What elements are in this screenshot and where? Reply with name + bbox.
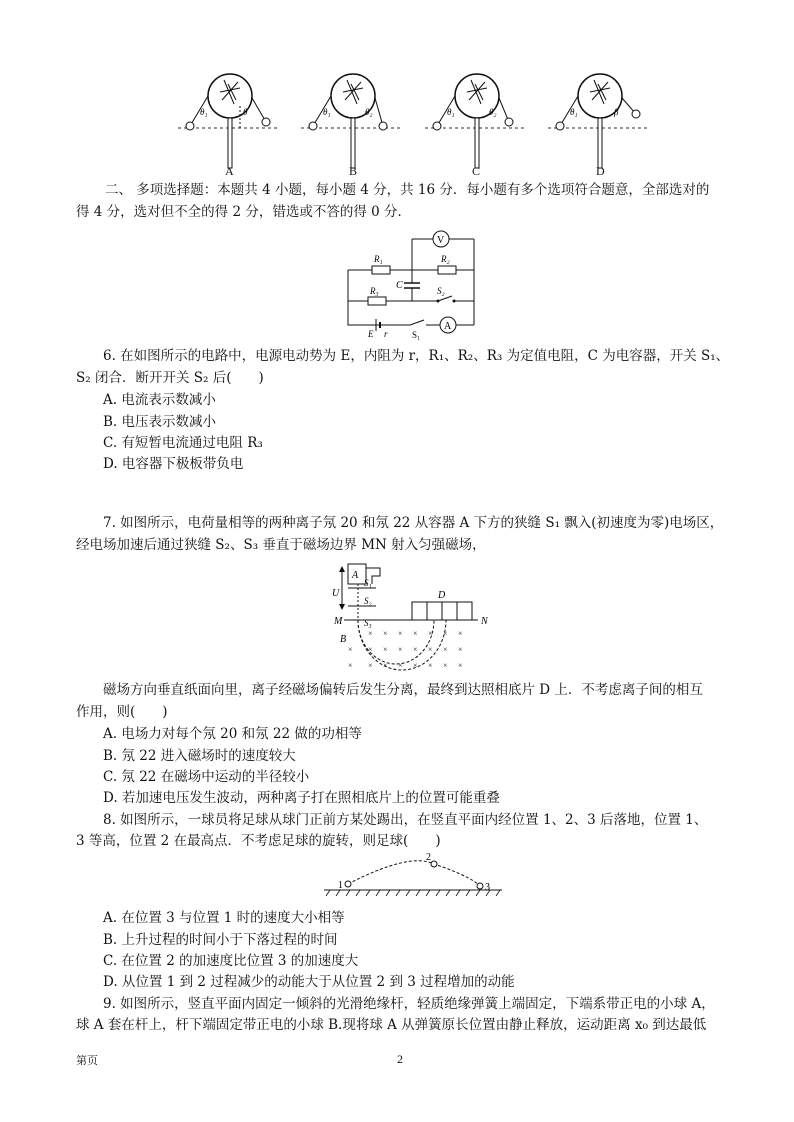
position-1-label: 1 — [338, 880, 343, 891]
svg-text:×: × — [443, 645, 448, 654]
svg-text:×: × — [398, 661, 403, 670]
figure-label-b: B — [349, 164, 358, 178]
r1-label: R₁ — [374, 254, 383, 264]
top-figure — [170, 70, 650, 180]
capacitor-label: C — [396, 280, 403, 291]
s1-slit-label: S₁ — [364, 578, 372, 588]
svg-text:×: × — [428, 645, 433, 654]
field-b-label: B — [340, 634, 347, 645]
magnetic-field-crosses — [348, 629, 463, 670]
q8-option-b: B. 上升过程的时间小于下落过程的时间 — [103, 932, 338, 948]
svg-text:×: × — [458, 629, 463, 638]
svg-text:×: × — [348, 661, 353, 670]
figure-label-a: A — [225, 164, 234, 178]
svg-text:×: × — [383, 661, 388, 670]
angle-d1: θ₁ — [570, 107, 578, 117]
svg-text:×: × — [413, 661, 418, 670]
svg-text:×: × — [398, 645, 403, 654]
svg-text:×: × — [368, 661, 373, 670]
svg-text:×: × — [348, 645, 353, 654]
boundary-m-label: M — [334, 616, 343, 627]
angle-b1: θ₁ — [323, 107, 331, 117]
q7-option-a: A. 电场力对每个氖 20 和氖 22 做的功相等 — [103, 726, 362, 742]
ammeter-label: A — [444, 321, 452, 332]
section-2-heading-line2: 得 4 分，选对但不全的得 2 分，错选或不答的得 0 分． — [76, 204, 412, 220]
angle-c1: θ₁ — [447, 107, 455, 117]
diagram-c — [425, 74, 527, 168]
circuit-diagram — [340, 225, 485, 340]
svg-text:×: × — [458, 661, 463, 670]
voltmeter-label: V — [437, 235, 445, 246]
svg-text:×: × — [383, 645, 388, 654]
svg-text:×: × — [443, 629, 448, 638]
svg-text:×: × — [458, 645, 463, 654]
q6-option-d: D. 电容器下极板带负电 — [103, 456, 244, 472]
position-3-label: 3 — [485, 882, 490, 893]
s2-label: S₂ — [437, 286, 445, 296]
plate-d-label: D — [438, 590, 446, 601]
r3-label: R₃ — [370, 286, 379, 296]
svg-text:×: × — [398, 629, 403, 638]
svg-text:×: × — [428, 661, 433, 670]
q6-option-b: B. 电压表示数减小 — [103, 414, 217, 430]
e-label: E — [368, 329, 374, 339]
diagram-d — [548, 74, 650, 168]
q7-option-d: D. 若加速电压发生波动，两种离子打在照相底片上的位置可能重叠 — [103, 790, 500, 806]
q8-option-d: D. 从位置 1 到 2 过程减少的动能大于从位置 2 到 3 过程增加的动能 — [103, 974, 515, 990]
s1-label: S₁ — [412, 330, 421, 340]
q6-option-c: C. 有短暂电流通过电阻 R₃ — [103, 435, 263, 451]
angle-a2: θ — [243, 107, 248, 117]
svg-text:×: × — [368, 645, 373, 654]
boundary-n-label: N — [481, 616, 488, 627]
q8-stem-line2: 3 等高，位置 2 在最高点．不考虑足球的旋转，则足球( ) — [76, 833, 441, 849]
diagram-b — [301, 74, 403, 168]
position-2-label: 2 — [426, 852, 431, 863]
section-2-heading-line1: 二、 多项选择题：本题共 4 小题，每小题 4 分，共 16 分．每小题有多个选项符合题意，全部选对的 — [105, 182, 710, 198]
voltage-label: U — [332, 588, 340, 599]
q9-stem-line1: 9. 如图所示，竖直平面内固定一倾斜的光滑绝缘杆，轻质绝缘弹簧上端固定，下端系带正电的小球 A， — [103, 996, 715, 1012]
q7-stem-line4: 作用，则( ) — [76, 704, 168, 720]
q9-stem-line2: 球 A 套在杆上，杆下端固定带正电的小球 B.现将球 A 从弹簧原长位置由静止释放，运动距离 x₀ 到达最低 — [76, 1017, 707, 1033]
footer-page-number: 2 — [397, 1052, 403, 1066]
svg-text:×: × — [413, 645, 418, 654]
figure-label-d: D — [596, 164, 605, 178]
angle-c2: θ₂ — [489, 107, 497, 117]
football-trajectory-figure — [320, 850, 510, 902]
svg-text:×: × — [383, 629, 388, 638]
svg-text:×: × — [368, 629, 373, 638]
q8-option-c: C. 在位置 2 的加速度比位置 3 的加速度大 — [103, 953, 359, 969]
svg-text:×: × — [413, 629, 418, 638]
angle-a1: θ₁ — [200, 107, 208, 117]
q7-stem-line3: 磁场方向垂直纸面向里，离子经磁场偏转后发生分离，最终到达照相底片 D 上．不考虑离子间的相互 — [103, 682, 703, 698]
angle-d2: β — [614, 107, 619, 117]
q7-option-b: B. 氖 22 进入磁场时的速度较大 — [103, 748, 296, 764]
q8-stem-line1: 8. 如图所示，一球员将足球从球门正前方某处踢出，在竖直平面内经位置 1、2、3 后落地，位置 1、 — [103, 812, 708, 828]
angle-b2: θ₂ — [365, 107, 373, 117]
q6-stem-line1: 6. 在如图所示的电路中，电源电动势为 E，内阻为 r，R₁、R₂、R₃ 为定值电阻，C 为电容器，开关 S₁、 — [103, 348, 730, 364]
q6-stem-line2: S₂ 闭合．断开开关 S₂ 后( ) — [76, 370, 264, 386]
footer-page-prefix: 第页 — [76, 1054, 98, 1067]
mass-spectrometer-figure — [328, 560, 493, 675]
q8-option-a: A. 在位置 3 与位置 1 时的速度大小相等 — [103, 910, 345, 926]
svg-text:×: × — [443, 661, 448, 670]
s2-slit-label: S₂ — [364, 596, 372, 606]
q7-stem-line2: 经电场加速后通过狭缝 S₂、S₃ 垂直于磁场边界 MN 射入匀强磁场， — [76, 537, 486, 553]
s3-slit-label: S₃ — [364, 618, 372, 628]
figure-label-c: C — [472, 164, 481, 178]
diagram-a — [178, 74, 280, 168]
r-label: r — [384, 329, 388, 339]
svg-text:×: × — [428, 629, 433, 638]
q7-option-c: C. 氖 22 在磁场中运动的半径较小 — [103, 769, 310, 785]
q6-option-a: A. 电流表示数减小 — [103, 392, 216, 408]
r2-label: R₂ — [441, 254, 450, 264]
container-a-label: A — [352, 570, 359, 581]
q7-stem-line1: 7. 如图所示，电荷量相等的两种离子氖 20 和氖 22 从容器 A 下方的狭缝 S₁ 飘入(初速度为零)电场区， — [103, 515, 724, 531]
